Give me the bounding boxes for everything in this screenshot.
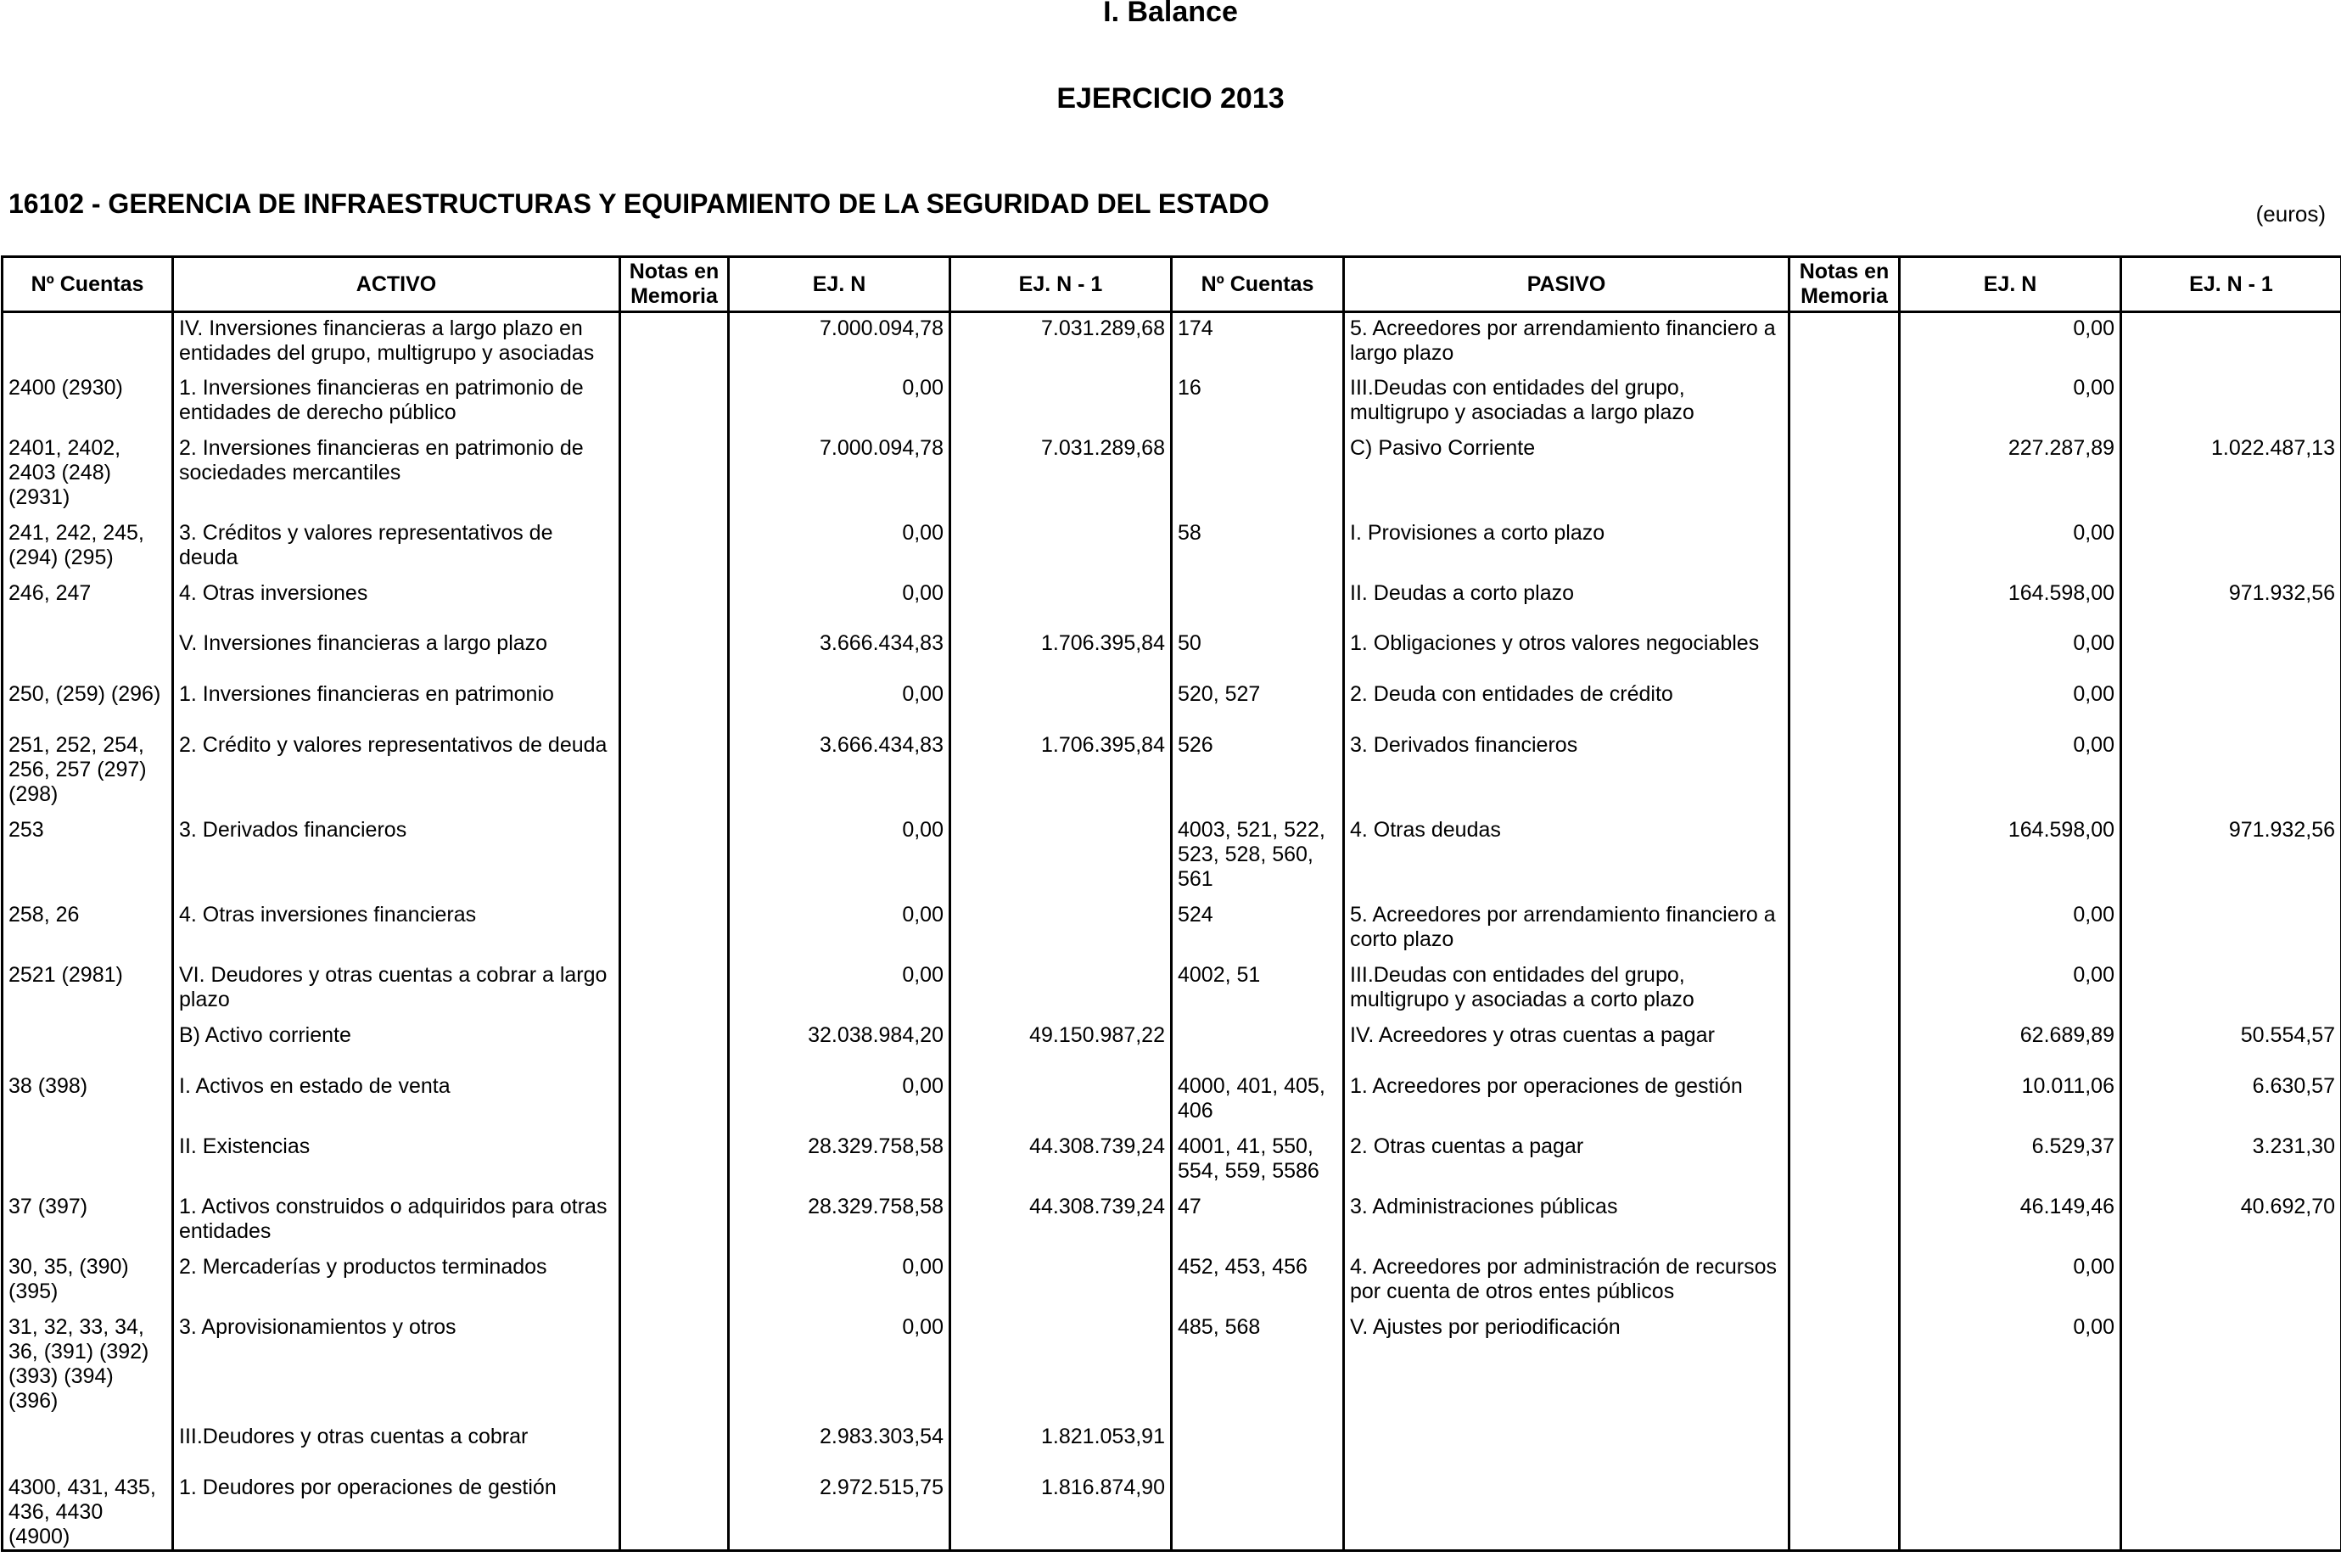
entity-name: 16102 - GERENCIA DE INFRAESTRUCTURAS Y EQUIPAMIENTO DE LA SEGURIDAD DEL ESTADO bbox=[8, 188, 1269, 219]
cell-pasivo-concepto: 2. Deuda con entidades de crédito bbox=[1344, 679, 1789, 730]
table-row bbox=[3, 518, 2341, 578]
cell-activo-ej-n-1 bbox=[950, 1252, 1172, 1312]
cell-activo-notas bbox=[620, 1421, 729, 1472]
cell-activo-ej-n-1: 7.031.289,68 bbox=[950, 312, 1172, 372]
cell-pasivo-cuentas: 526 bbox=[1172, 730, 1344, 815]
cell-pasivo-notas bbox=[1789, 815, 1900, 899]
col-header-notas: Notas en Memoria bbox=[620, 257, 729, 312]
cell-pasivo-ej-n-1 bbox=[2121, 312, 2341, 372]
cell-activo-cuentas: 38 (398) bbox=[3, 1071, 173, 1131]
table-row bbox=[3, 628, 2341, 679]
cell-activo-ej-n: 0,00 bbox=[729, 899, 950, 960]
cell-activo-ej-n: 7.000.094,78 bbox=[729, 312, 950, 372]
cell-activo-ej-n-1 bbox=[950, 679, 1172, 730]
cell-pasivo-notas bbox=[1789, 730, 1900, 815]
document-title: I. Balance bbox=[1103, 0, 1238, 28]
cell-activo-ej-n: 2.983.303,54 bbox=[729, 1421, 950, 1472]
cell-activo-cuentas: 37 (397) bbox=[3, 1191, 173, 1252]
cell-activo-ej-n: 0,00 bbox=[729, 518, 950, 578]
cell-activo-ej-n: 0,00 bbox=[729, 1312, 950, 1421]
table-row bbox=[3, 433, 2341, 518]
balance-table bbox=[1, 255, 2341, 1552]
table-row bbox=[3, 815, 2341, 899]
cell-activo-notas bbox=[620, 899, 729, 960]
cell-activo-concepto: B) Activo corriente bbox=[173, 1020, 620, 1071]
table-row bbox=[3, 899, 2341, 960]
cell-activo-cuentas bbox=[3, 1020, 173, 1071]
cell-activo-ej-n-1: 1.706.395,84 bbox=[950, 730, 1172, 815]
cell-pasivo-ej-n-1 bbox=[2121, 899, 2341, 960]
cell-activo-concepto: 1. Deudores por operaciones de gestión bbox=[173, 1472, 620, 1551]
table-row bbox=[3, 1252, 2341, 1312]
cell-activo-ej-n-1 bbox=[950, 372, 1172, 433]
table-row bbox=[3, 1020, 2341, 1071]
cell-activo-notas bbox=[620, 679, 729, 730]
cell-pasivo-ej-n: 10.011,06 bbox=[1900, 1071, 2121, 1131]
cell-pasivo-concepto: I. Provisiones a corto plazo bbox=[1344, 518, 1789, 578]
cell-pasivo-cuentas: 4000, 401, 405, 406 bbox=[1172, 1071, 1344, 1131]
cell-activo-ej-n-1: 1.816.874,90 bbox=[950, 1472, 1172, 1551]
cell-pasivo-concepto: 1. Obligaciones y otros valores negociables bbox=[1344, 628, 1789, 679]
cell-pasivo-notas bbox=[1789, 899, 1900, 960]
cell-activo-ej-n-1: 49.150.987,22 bbox=[950, 1020, 1172, 1071]
cell-pasivo-ej-n-1: 971.932,56 bbox=[2121, 578, 2341, 628]
cell-activo-cuentas: 241, 242, 245, (294) (295) bbox=[3, 518, 173, 578]
cell-pasivo-ej-n-1: 40.692,70 bbox=[2121, 1191, 2341, 1252]
cell-pasivo-concepto: IV. Acreedores y otras cuentas a pagar bbox=[1344, 1020, 1789, 1071]
cell-pasivo-ej-n: 0,00 bbox=[1900, 1252, 2121, 1312]
cell-pasivo-ej-n: 0,00 bbox=[1900, 312, 2121, 372]
cell-pasivo-notas bbox=[1789, 960, 1900, 1020]
cell-pasivo-concepto: 3. Derivados financieros bbox=[1344, 730, 1789, 815]
cell-activo-ej-n: 0,00 bbox=[729, 578, 950, 628]
cell-activo-ej-n: 32.038.984,20 bbox=[729, 1020, 950, 1071]
table-row bbox=[3, 1131, 2341, 1191]
cell-activo-notas bbox=[620, 433, 729, 518]
cell-activo-concepto: 3. Derivados financieros bbox=[173, 815, 620, 899]
cell-activo-concepto: 4. Otras inversiones financieras bbox=[173, 899, 620, 960]
table-row bbox=[3, 1071, 2341, 1131]
cell-activo-ej-n-1: 1.706.395,84 bbox=[950, 628, 1172, 679]
table-row bbox=[3, 372, 2341, 433]
cell-pasivo-cuentas: 524 bbox=[1172, 899, 1344, 960]
cell-pasivo-ej-n-1 bbox=[2121, 1472, 2341, 1551]
cell-pasivo-cuentas bbox=[1172, 1472, 1344, 1551]
table-row bbox=[3, 960, 2341, 1020]
cell-activo-ej-n: 0,00 bbox=[729, 815, 950, 899]
cell-pasivo-concepto: V. Ajustes por periodificación bbox=[1344, 1312, 1789, 1421]
cell-activo-cuentas bbox=[3, 1131, 173, 1191]
table-header-row bbox=[3, 257, 2341, 312]
cell-pasivo-ej-n: 0,00 bbox=[1900, 372, 2121, 433]
cell-pasivo-concepto bbox=[1344, 1421, 1789, 1472]
cell-pasivo-concepto: 4. Acreedores por administración de recursos por cuenta de otros entes públicos bbox=[1344, 1252, 1789, 1312]
cell-pasivo-notas bbox=[1789, 1071, 1900, 1131]
fiscal-year-title: EJERCICIO 2013 bbox=[1056, 82, 1285, 115]
cell-pasivo-concepto: 2. Otras cuentas a pagar bbox=[1344, 1131, 1789, 1191]
cell-pasivo-concepto: 5. Acreedores por arrendamiento financiero a largo plazo bbox=[1344, 312, 1789, 372]
cell-pasivo-ej-n: 0,00 bbox=[1900, 730, 2121, 815]
cell-pasivo-ej-n-1: 971.932,56 bbox=[2121, 815, 2341, 899]
col-header-pasivo: PASIVO bbox=[1344, 257, 1789, 312]
cell-pasivo-ej-n-1 bbox=[2121, 372, 2341, 433]
cell-activo-concepto: IV. Inversiones financieras a largo plazo en entidades del grupo, multigrupo y asociadas bbox=[173, 312, 620, 372]
cell-pasivo-ej-n: 164.598,00 bbox=[1900, 815, 2121, 899]
cell-activo-concepto: 1. Inversiones financieras en patrimonio bbox=[173, 679, 620, 730]
col-header-notas-pasivo: Notas en Memoria bbox=[1789, 257, 1900, 312]
cell-pasivo-ej-n-1 bbox=[2121, 518, 2341, 578]
cell-pasivo-ej-n: 46.149,46 bbox=[1900, 1191, 2121, 1252]
cell-activo-cuentas: 250, (259) (296) bbox=[3, 679, 173, 730]
table-row bbox=[3, 578, 2341, 628]
cell-pasivo-cuentas: 520, 527 bbox=[1172, 679, 1344, 730]
cell-pasivo-ej-n-1: 6.630,57 bbox=[2121, 1071, 2341, 1131]
cell-pasivo-notas bbox=[1789, 1191, 1900, 1252]
cell-activo-ej-n-1 bbox=[950, 960, 1172, 1020]
cell-activo-ej-n-1 bbox=[950, 1071, 1172, 1131]
cell-pasivo-cuentas bbox=[1172, 578, 1344, 628]
cell-pasivo-concepto: 1. Acreedores por operaciones de gestión bbox=[1344, 1071, 1789, 1131]
col-header-cuentas: Nº Cuentas bbox=[3, 257, 173, 312]
col-header-ej-n-1-pasivo: EJ. N - 1 bbox=[2121, 257, 2341, 312]
table-row bbox=[3, 730, 2341, 815]
cell-activo-concepto: I. Activos en estado de venta bbox=[173, 1071, 620, 1131]
cell-activo-cuentas: 2521 (2981) bbox=[3, 960, 173, 1020]
cell-activo-ej-n: 0,00 bbox=[729, 960, 950, 1020]
cell-pasivo-notas bbox=[1789, 518, 1900, 578]
col-header-activo: ACTIVO bbox=[173, 257, 620, 312]
cell-pasivo-cuentas: 50 bbox=[1172, 628, 1344, 679]
table-row bbox=[3, 679, 2341, 730]
cell-activo-notas bbox=[620, 815, 729, 899]
cell-pasivo-cuentas: 4003, 521, 522, 523, 528, 560, 561 bbox=[1172, 815, 1344, 899]
cell-activo-concepto: 4. Otras inversiones bbox=[173, 578, 620, 628]
cell-activo-concepto: 2. Inversiones financieras en patrimonio de sociedades mercantiles bbox=[173, 433, 620, 518]
cell-activo-concepto: V. Inversiones financieras a largo plazo bbox=[173, 628, 620, 679]
col-header-ej-n-1: EJ. N - 1 bbox=[950, 257, 1172, 312]
cell-pasivo-notas bbox=[1789, 433, 1900, 518]
cell-pasivo-notas bbox=[1789, 578, 1900, 628]
cell-pasivo-cuentas: 58 bbox=[1172, 518, 1344, 578]
table-row bbox=[3, 1191, 2341, 1252]
cell-pasivo-concepto: 5. Acreedores por arrendamiento financiero a corto plazo bbox=[1344, 899, 1789, 960]
cell-pasivo-ej-n-1 bbox=[2121, 1421, 2341, 1472]
cell-activo-cuentas: 30, 35, (390) (395) bbox=[3, 1252, 173, 1312]
cell-pasivo-cuentas: 4001, 41, 550, 554, 559, 5586 bbox=[1172, 1131, 1344, 1191]
cell-activo-concepto: 1. Activos construidos o adquiridos para otras entidades bbox=[173, 1191, 620, 1252]
cell-pasivo-ej-n: 0,00 bbox=[1900, 960, 2121, 1020]
cell-pasivo-ej-n-1 bbox=[2121, 1252, 2341, 1312]
cell-pasivo-ej-n bbox=[1900, 1472, 2121, 1551]
cell-activo-ej-n: 28.329.758,58 bbox=[729, 1131, 950, 1191]
cell-pasivo-ej-n-1 bbox=[2121, 1312, 2341, 1421]
cell-activo-ej-n-1 bbox=[950, 815, 1172, 899]
cell-activo-cuentas: 4300, 431, 435, 436, 4430 (4900) bbox=[3, 1472, 173, 1551]
col-header-cuentas-pasivo: Nº Cuentas bbox=[1172, 257, 1344, 312]
cell-pasivo-ej-n: 164.598,00 bbox=[1900, 578, 2121, 628]
cell-activo-ej-n: 3.666.434,83 bbox=[729, 730, 950, 815]
cell-activo-ej-n-1: 7.031.289,68 bbox=[950, 433, 1172, 518]
cell-pasivo-ej-n-1 bbox=[2121, 628, 2341, 679]
cell-pasivo-notas bbox=[1789, 1472, 1900, 1551]
cell-activo-concepto: VI. Deudores y otras cuentas a cobrar a largo plazo bbox=[173, 960, 620, 1020]
cell-pasivo-notas bbox=[1789, 312, 1900, 372]
cell-pasivo-notas bbox=[1789, 372, 1900, 433]
cell-activo-cuentas: 251, 252, 254, 256, 257 (297) (298) bbox=[3, 730, 173, 815]
cell-activo-ej-n-1: 44.308.739,24 bbox=[950, 1131, 1172, 1191]
cell-activo-notas bbox=[620, 1472, 729, 1551]
table-row bbox=[3, 1312, 2341, 1421]
col-header-ej-n: EJ. N bbox=[729, 257, 950, 312]
cell-pasivo-cuentas: 47 bbox=[1172, 1191, 1344, 1252]
cell-activo-ej-n-1 bbox=[950, 578, 1172, 628]
cell-activo-cuentas: 31, 32, 33, 34, 36, (391) (392) (393) (394) (396) bbox=[3, 1312, 173, 1421]
cell-activo-notas bbox=[620, 578, 729, 628]
cell-activo-notas bbox=[620, 312, 729, 372]
cell-activo-ej-n: 28.329.758,58 bbox=[729, 1191, 950, 1252]
table-row bbox=[3, 1421, 2341, 1472]
cell-pasivo-ej-n: 6.529,37 bbox=[1900, 1131, 2121, 1191]
cell-activo-concepto: 2. Crédito y valores representativos de deuda bbox=[173, 730, 620, 815]
cell-activo-notas bbox=[620, 518, 729, 578]
cell-activo-ej-n: 2.972.515,75 bbox=[729, 1472, 950, 1551]
cell-activo-notas bbox=[620, 1191, 729, 1252]
cell-pasivo-ej-n: 0,00 bbox=[1900, 679, 2121, 730]
cell-pasivo-notas bbox=[1789, 1131, 1900, 1191]
cell-pasivo-concepto: 4. Otras deudas bbox=[1344, 815, 1789, 899]
cell-activo-ej-n: 3.666.434,83 bbox=[729, 628, 950, 679]
cell-pasivo-notas bbox=[1789, 628, 1900, 679]
cell-activo-ej-n-1 bbox=[950, 1312, 1172, 1421]
cell-activo-cuentas: 2401, 2402, 2403 (248) (2931) bbox=[3, 433, 173, 518]
cell-pasivo-concepto: II. Deudas a corto plazo bbox=[1344, 578, 1789, 628]
cell-pasivo-ej-n-1: 3.231,30 bbox=[2121, 1131, 2341, 1191]
cell-pasivo-cuentas: 4002, 51 bbox=[1172, 960, 1344, 1020]
cell-activo-ej-n: 0,00 bbox=[729, 1252, 950, 1312]
cell-activo-cuentas bbox=[3, 312, 173, 372]
cell-activo-ej-n-1: 1.821.053,91 bbox=[950, 1421, 1172, 1472]
cell-pasivo-ej-n-1 bbox=[2121, 679, 2341, 730]
cell-activo-ej-n-1 bbox=[950, 518, 1172, 578]
cell-activo-notas bbox=[620, 960, 729, 1020]
col-header-ej-n-pasivo: EJ. N bbox=[1900, 257, 2121, 312]
cell-pasivo-ej-n: 0,00 bbox=[1900, 518, 2121, 578]
cell-activo-concepto: 3. Aprovisionamientos y otros bbox=[173, 1312, 620, 1421]
cell-activo-cuentas bbox=[3, 628, 173, 679]
cell-pasivo-ej-n: 227.287,89 bbox=[1900, 433, 2121, 518]
cell-pasivo-cuentas: 485, 568 bbox=[1172, 1312, 1344, 1421]
cell-pasivo-ej-n-1: 1.022.487,13 bbox=[2121, 433, 2341, 518]
cell-activo-notas bbox=[620, 1071, 729, 1131]
cell-activo-notas bbox=[620, 1312, 729, 1421]
cell-activo-notas bbox=[620, 1131, 729, 1191]
cell-activo-notas bbox=[620, 1252, 729, 1312]
cell-pasivo-cuentas bbox=[1172, 1020, 1344, 1071]
cell-activo-notas bbox=[620, 730, 729, 815]
cell-activo-notas bbox=[620, 628, 729, 679]
cell-pasivo-cuentas bbox=[1172, 1421, 1344, 1472]
cell-activo-cuentas: 2400 (2930) bbox=[3, 372, 173, 433]
cell-pasivo-ej-n-1 bbox=[2121, 960, 2341, 1020]
cell-activo-notas bbox=[620, 1020, 729, 1071]
cell-pasivo-ej-n: 62.689,89 bbox=[1900, 1020, 2121, 1071]
cell-pasivo-ej-n: 0,00 bbox=[1900, 899, 2121, 960]
cell-pasivo-cuentas: 174 bbox=[1172, 312, 1344, 372]
cell-pasivo-notas bbox=[1789, 1312, 1900, 1421]
cell-pasivo-concepto bbox=[1344, 1472, 1789, 1551]
cell-activo-cuentas bbox=[3, 1421, 173, 1472]
cell-activo-ej-n: 0,00 bbox=[729, 679, 950, 730]
cell-pasivo-cuentas: 452, 453, 456 bbox=[1172, 1252, 1344, 1312]
cell-activo-concepto: III.Deudores y otras cuentas a cobrar bbox=[173, 1421, 620, 1472]
cell-pasivo-notas bbox=[1789, 679, 1900, 730]
cell-activo-ej-n: 7.000.094,78 bbox=[729, 433, 950, 518]
cell-activo-ej-n-1 bbox=[950, 899, 1172, 960]
cell-activo-cuentas: 246, 247 bbox=[3, 578, 173, 628]
cell-pasivo-notas bbox=[1789, 1252, 1900, 1312]
table-row bbox=[3, 312, 2341, 372]
cell-activo-cuentas: 253 bbox=[3, 815, 173, 899]
cell-activo-notas bbox=[620, 372, 729, 433]
cell-activo-concepto: 3. Créditos y valores representativos de deuda bbox=[173, 518, 620, 578]
cell-pasivo-ej-n: 0,00 bbox=[1900, 628, 2121, 679]
cell-activo-concepto: II. Existencias bbox=[173, 1131, 620, 1191]
cell-activo-concepto: 1. Inversiones financieras en patrimonio de entidades de derecho público bbox=[173, 372, 620, 433]
cell-pasivo-concepto: III.Deudas con entidades del grupo, multigrupo y asociadas a largo plazo bbox=[1344, 372, 1789, 433]
cell-pasivo-cuentas bbox=[1172, 433, 1344, 518]
cell-activo-cuentas: 258, 26 bbox=[3, 899, 173, 960]
cell-pasivo-concepto: C) Pasivo Corriente bbox=[1344, 433, 1789, 518]
cell-pasivo-concepto: 3. Administraciones públicas bbox=[1344, 1191, 1789, 1252]
cell-pasivo-ej-n bbox=[1900, 1421, 2121, 1472]
cell-pasivo-ej-n-1 bbox=[2121, 730, 2341, 815]
table-row bbox=[3, 1472, 2341, 1551]
cell-pasivo-notas bbox=[1789, 1020, 1900, 1071]
currency-unit: (euros) bbox=[2255, 201, 2326, 227]
cell-activo-ej-n-1: 44.308.739,24 bbox=[950, 1191, 1172, 1252]
cell-activo-ej-n: 0,00 bbox=[729, 372, 950, 433]
cell-pasivo-ej-n: 0,00 bbox=[1900, 1312, 2121, 1421]
cell-pasivo-cuentas: 16 bbox=[1172, 372, 1344, 433]
cell-activo-concepto: 2. Mercaderías y productos terminados bbox=[173, 1252, 620, 1312]
cell-activo-ej-n: 0,00 bbox=[729, 1071, 950, 1131]
cell-pasivo-notas bbox=[1789, 1421, 1900, 1472]
cell-pasivo-ej-n-1: 50.554,57 bbox=[2121, 1020, 2341, 1071]
cell-pasivo-concepto: III.Deudas con entidades del grupo, multigrupo y asociadas a corto plazo bbox=[1344, 960, 1789, 1020]
